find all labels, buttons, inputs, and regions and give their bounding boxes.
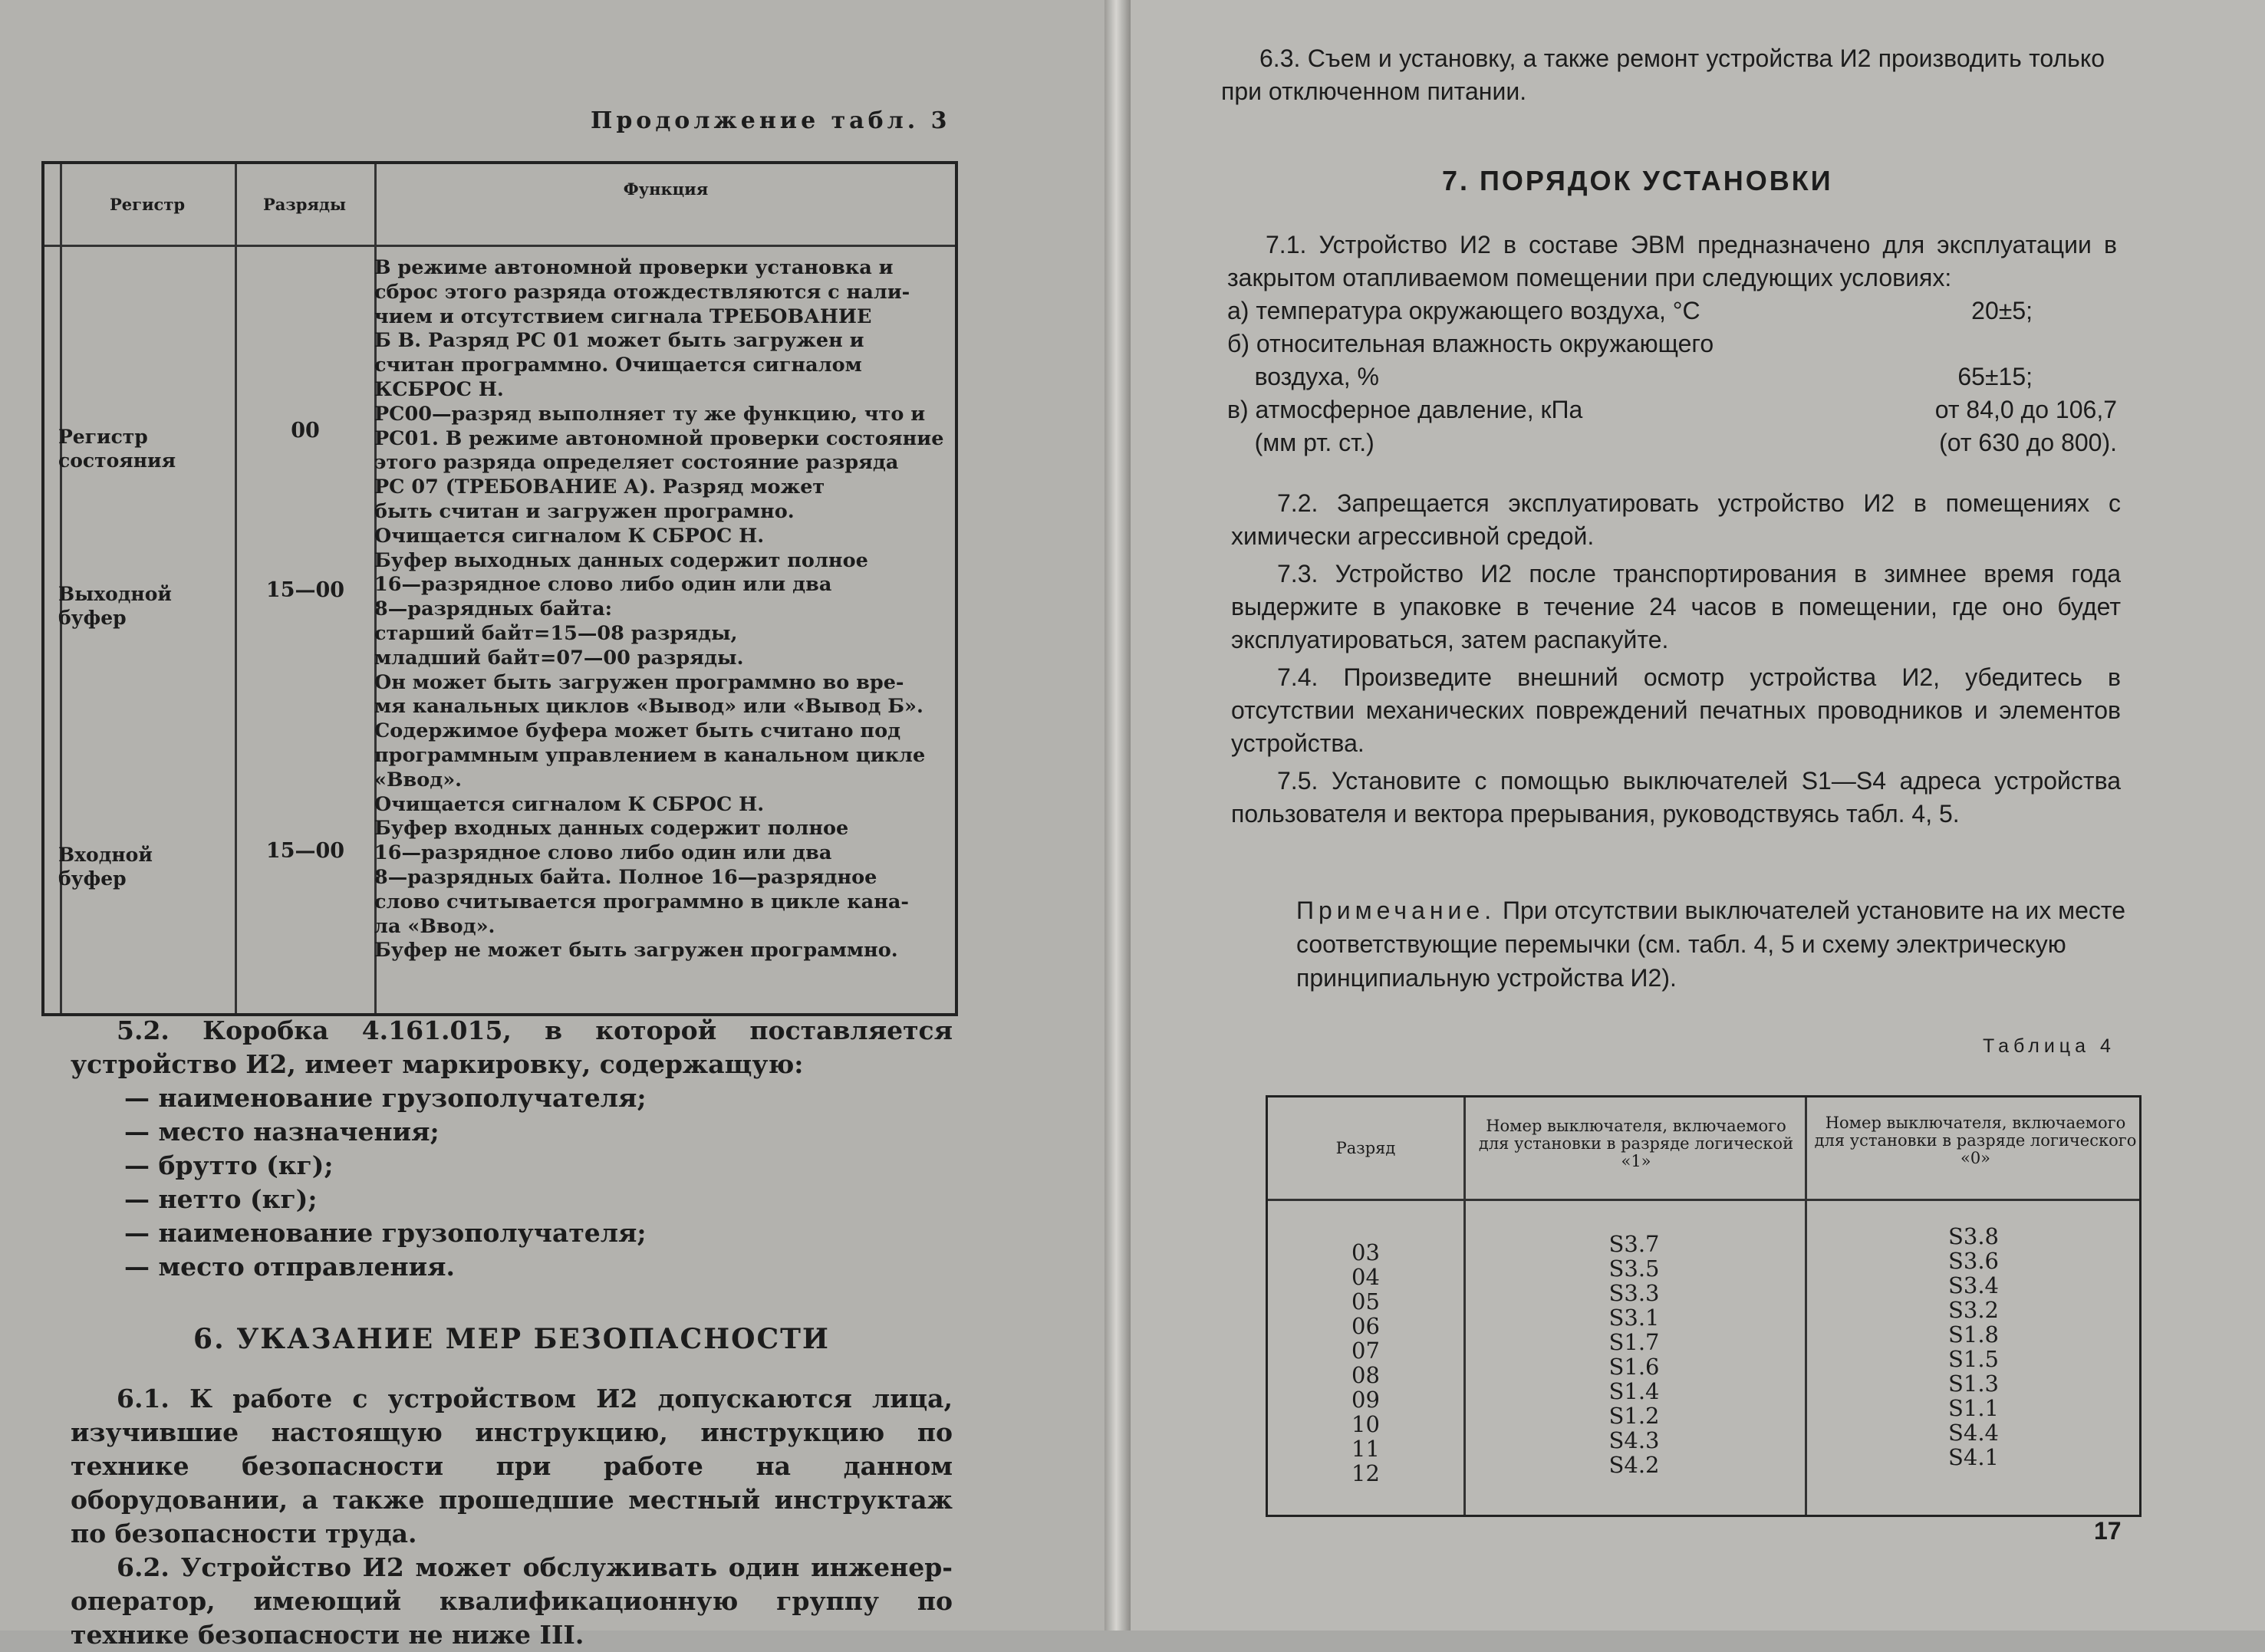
- function-line: В режиме автономной проверки установка и: [374, 256, 894, 279]
- function-line: РС01. В режиме автономной проверки состояние: [374, 426, 944, 450]
- function-line: РС 07 (ТРЕБОВАНИЕ А). Разряд может: [374, 476, 825, 499]
- function-line: КСБРОС Н.: [374, 377, 504, 401]
- table4-cell: S3.6: [1948, 1248, 1999, 1274]
- table3-bits-input-buffer: 15—00: [265, 839, 345, 863]
- table4-header-bit: Разряд: [1335, 1139, 1396, 1157]
- function-line: Буфер выходных данных содержит полное: [374, 548, 868, 572]
- section-6-title: 6. УКАЗАНИЕ МЕР БЕЗОПАСНОСТИ: [193, 1323, 830, 1355]
- table4-cell: 04: [1351, 1264, 1380, 1290]
- condition-value: от 84,0 до 106,7: [1934, 396, 2117, 423]
- table4-cell: 12: [1351, 1460, 1380, 1486]
- function-line: старший байт=15—08 разряды,: [374, 621, 738, 645]
- table4-cell: S3.1: [1608, 1305, 1660, 1331]
- table4-col-bits: [1268, 1240, 1463, 1486]
- function-line: Б В. Разряд РС 01 может быть загружен и: [374, 329, 864, 353]
- paragraphs-7-2-to-7-5: [1231, 487, 2121, 835]
- function-line: считан программно. Очищается сигналом: [374, 354, 862, 377]
- table4-cell: 10: [1351, 1411, 1380, 1437]
- table4-cell: 05: [1351, 1288, 1380, 1315]
- table4-cell: S4.2: [1608, 1452, 1660, 1478]
- marking-item: — наименование грузополучателя;: [124, 1083, 647, 1113]
- table4-header-logic-zero: Номер выключателя, включаемого для установки в разряде логического «0»: [1814, 1114, 2137, 1167]
- condition-value: (от 630 до 800).: [1939, 429, 2117, 456]
- condition-label: а) температура окружающего воздуха, °С: [1227, 297, 1700, 324]
- left-page-body: [71, 1014, 953, 1652]
- paragraph-7-3: 7.3. Устройство И2 после транспортирования в зимнее время года выдержите в упаковке в течение 24 часов в помещении, где оно будет эксплуатироваться, затем распакуйте.: [1231, 560, 2121, 653]
- table4-cell: S1.2: [1608, 1403, 1660, 1429]
- table4-cell: S3.2: [1948, 1297, 1999, 1323]
- page-number: 17: [2094, 1517, 2122, 1545]
- table4-cell: S1.6: [1608, 1354, 1660, 1380]
- condition-value: 65±15;: [1957, 363, 2033, 390]
- table3-header-register: Регистр: [109, 195, 186, 214]
- condition-row: [1227, 327, 2117, 360]
- condition-label: в) атмосферное давление, кПа: [1227, 396, 1583, 423]
- book-gutter: [1105, 0, 1131, 1631]
- paragraph-7-1-block: [1227, 229, 2117, 459]
- table4-cell: S4.1: [1948, 1444, 1999, 1470]
- condition-row: [1227, 393, 2117, 426]
- table4: [1266, 1095, 2142, 1517]
- table4-cell: 08: [1351, 1362, 1380, 1388]
- function-line: «Ввод».: [374, 768, 463, 791]
- table4-cell: S1.1: [1948, 1395, 1999, 1421]
- table4-cell: 06: [1351, 1313, 1380, 1339]
- table4-cell: S1.3: [1948, 1371, 1999, 1397]
- paragraph-5-2: 5.2. Коробка 4.161.015, в которой поставляется устройство И2, имеет маркировку, содержащую:: [71, 1015, 953, 1079]
- table3: [41, 161, 958, 1016]
- condition-value: 20±5;: [1971, 297, 2033, 324]
- table3-register-output-buffer: Выходной буфер: [58, 583, 172, 629]
- section-7-title: 7. ПОРЯДОК УСТАНОВКИ: [1442, 165, 1833, 196]
- condition-row: [1227, 426, 2117, 459]
- paragraph-6-1: 6.1. К работе с устройством И2 допускаются лица, изучившие настоящую инструкцию, инструкцию по технике безопасности при работе на данном оборудовании, а также прошедшие местный инструктаж по безопасности труда.: [71, 1384, 953, 1548]
- table4-caption: Таблица 4: [1983, 1035, 2115, 1057]
- table4-cell: S1.4: [1608, 1378, 1660, 1404]
- table4-cell: S3.4: [1948, 1272, 1999, 1298]
- function-line: 16—разрядное слово либо один или два: [374, 841, 832, 865]
- table4-cell: S3.5: [1608, 1255, 1660, 1282]
- marking-item: — место назначения;: [124, 1117, 440, 1147]
- paragraph-7-4: 7.4. Произведите внешний осмотр устройства И2, убедитесь в отсутствии механических повреждений печатных проводников и элементов устройства.: [1231, 663, 2121, 757]
- marking-item: — место отправления.: [124, 1252, 455, 1282]
- paragraph-7-5: 7.5. Установите с помощью выключателей S1—S4 адреса устройства пользователя и вектора прерывания, руководствуясь табл. 4, 5.: [1231, 767, 2121, 828]
- note-text: При отсутствии выключателей установите на их месте соответствующие перемычки (см. табл. 4, 5 и схему электрическую принципиальную устройства И2).: [1296, 897, 2125, 992]
- table4-cell: S1.7: [1608, 1329, 1660, 1355]
- function-line: программным управлением в канальном цикле: [374, 743, 926, 767]
- table3-register-status: Регистр состояния: [58, 426, 176, 472]
- function-line: мя канальных циклов «Вывод» или «Вывод Б».: [374, 695, 923, 719]
- function-line: чием и отсутствием сигнала ТРЕБОВАНИЕ: [374, 304, 872, 328]
- table3-bits-status: 00: [291, 419, 320, 443]
- table3-header-function: Функция: [623, 179, 709, 199]
- table4-cell: S1.5: [1948, 1346, 1999, 1372]
- table4-cell: 07: [1351, 1338, 1380, 1364]
- function-line: ла «Ввод».: [374, 914, 495, 938]
- marking-item: — брутто (кг);: [124, 1150, 334, 1180]
- paragraph-6-2: 6.2. Устройство И2 может обслуживать один инженер-оператор, имеющий квалификационную группу по технике безопасности не ниже III.: [71, 1552, 953, 1650]
- table4-cell: S4.3: [1608, 1427, 1660, 1453]
- function-line: сброс этого разряда отождествляются с нали-: [374, 280, 910, 304]
- function-line: Очищается сигналом К СБРОС Н.: [374, 524, 765, 548]
- paragraph-7-1: 7.1. Устройство И2 в составе ЭВМ предназначено для эксплуатации в закрытом отапливаемом помещении при следующих условиях:: [1227, 231, 2117, 291]
- note: [1296, 893, 2136, 995]
- marking-item: — наименование грузополучателя;: [124, 1218, 647, 1248]
- table4-cell: 11: [1351, 1436, 1380, 1462]
- table3-function-text: [374, 256, 953, 963]
- function-line: Буфер входных данных содержит полное: [374, 817, 849, 841]
- function-line: Буфер не может быть загружен программно.: [374, 939, 898, 963]
- function-line: 8—разрядных байта:: [374, 597, 613, 621]
- table4-cell: 03: [1351, 1239, 1380, 1265]
- table4-cell: S3.3: [1608, 1280, 1660, 1306]
- condition-label: воздуха, %: [1227, 363, 1379, 390]
- table3-bits-output-buffer: 15—00: [265, 578, 345, 602]
- table4-col-logic-zero: [1805, 1224, 2142, 1469]
- table3-caption: Продолжение табл. 3: [591, 107, 951, 134]
- function-line: РС00—разряд выполняет ту же функцию, что и: [374, 402, 926, 426]
- table4-col-logic-one: [1463, 1232, 1805, 1477]
- condition-row: [1227, 360, 2117, 393]
- table3-register-input-buffer: Входной буфер: [58, 844, 153, 890]
- function-line: Содержимое буфера может быть считано под: [374, 719, 901, 743]
- paragraph-7-2: 7.2. Запрещается эксплуатировать устройство И2 в помещениях с химически агрессивной средой.: [1231, 489, 2121, 550]
- table4-cell: S1.8: [1948, 1321, 1999, 1348]
- function-line: Он может быть загружен программно во вре-: [374, 670, 904, 694]
- function-line: слово считывается программно в цикле кана-: [374, 890, 909, 913]
- paragraph-6-3: 6.3. Съем и установку, а также ремонт устройства И2 производить только при отключенном питании.: [1221, 44, 2105, 105]
- table4-header-logic-one: Номер выключателя, включаемого для установки в разряде логической «1»: [1478, 1117, 1794, 1170]
- condition-label: б) относительная влажность окружающего: [1227, 330, 1714, 357]
- table4-header-rule: [1268, 1199, 2139, 1201]
- function-line: 8—разрядных байта. Полное 16—разрядное: [374, 865, 877, 889]
- function-line: Очищается сигналом К СБРОС Н.: [374, 792, 765, 816]
- table3-header-rule: [44, 245, 955, 247]
- table4-cell: S4.4: [1948, 1420, 1999, 1446]
- marking-item: — нетто (кг);: [124, 1184, 318, 1214]
- function-line: 16—разрядное слово либо один или два: [374, 573, 832, 597]
- function-line: быть считан и загружен програмно.: [374, 499, 795, 523]
- table4-cell: S3.8: [1948, 1223, 1999, 1249]
- function-line: младший байт=07—00 разряды.: [374, 646, 744, 670]
- function-line: этого разряда определяет состояние разряда: [374, 451, 899, 475]
- table4-cell: 09: [1351, 1387, 1380, 1413]
- table3-header-bits: Разряды: [262, 195, 347, 214]
- condition-row: [1227, 295, 2117, 327]
- table4-cell: S3.7: [1608, 1231, 1660, 1257]
- condition-label: (мм рт. ст.): [1227, 429, 1374, 456]
- note-label: Примечание.: [1296, 897, 1496, 924]
